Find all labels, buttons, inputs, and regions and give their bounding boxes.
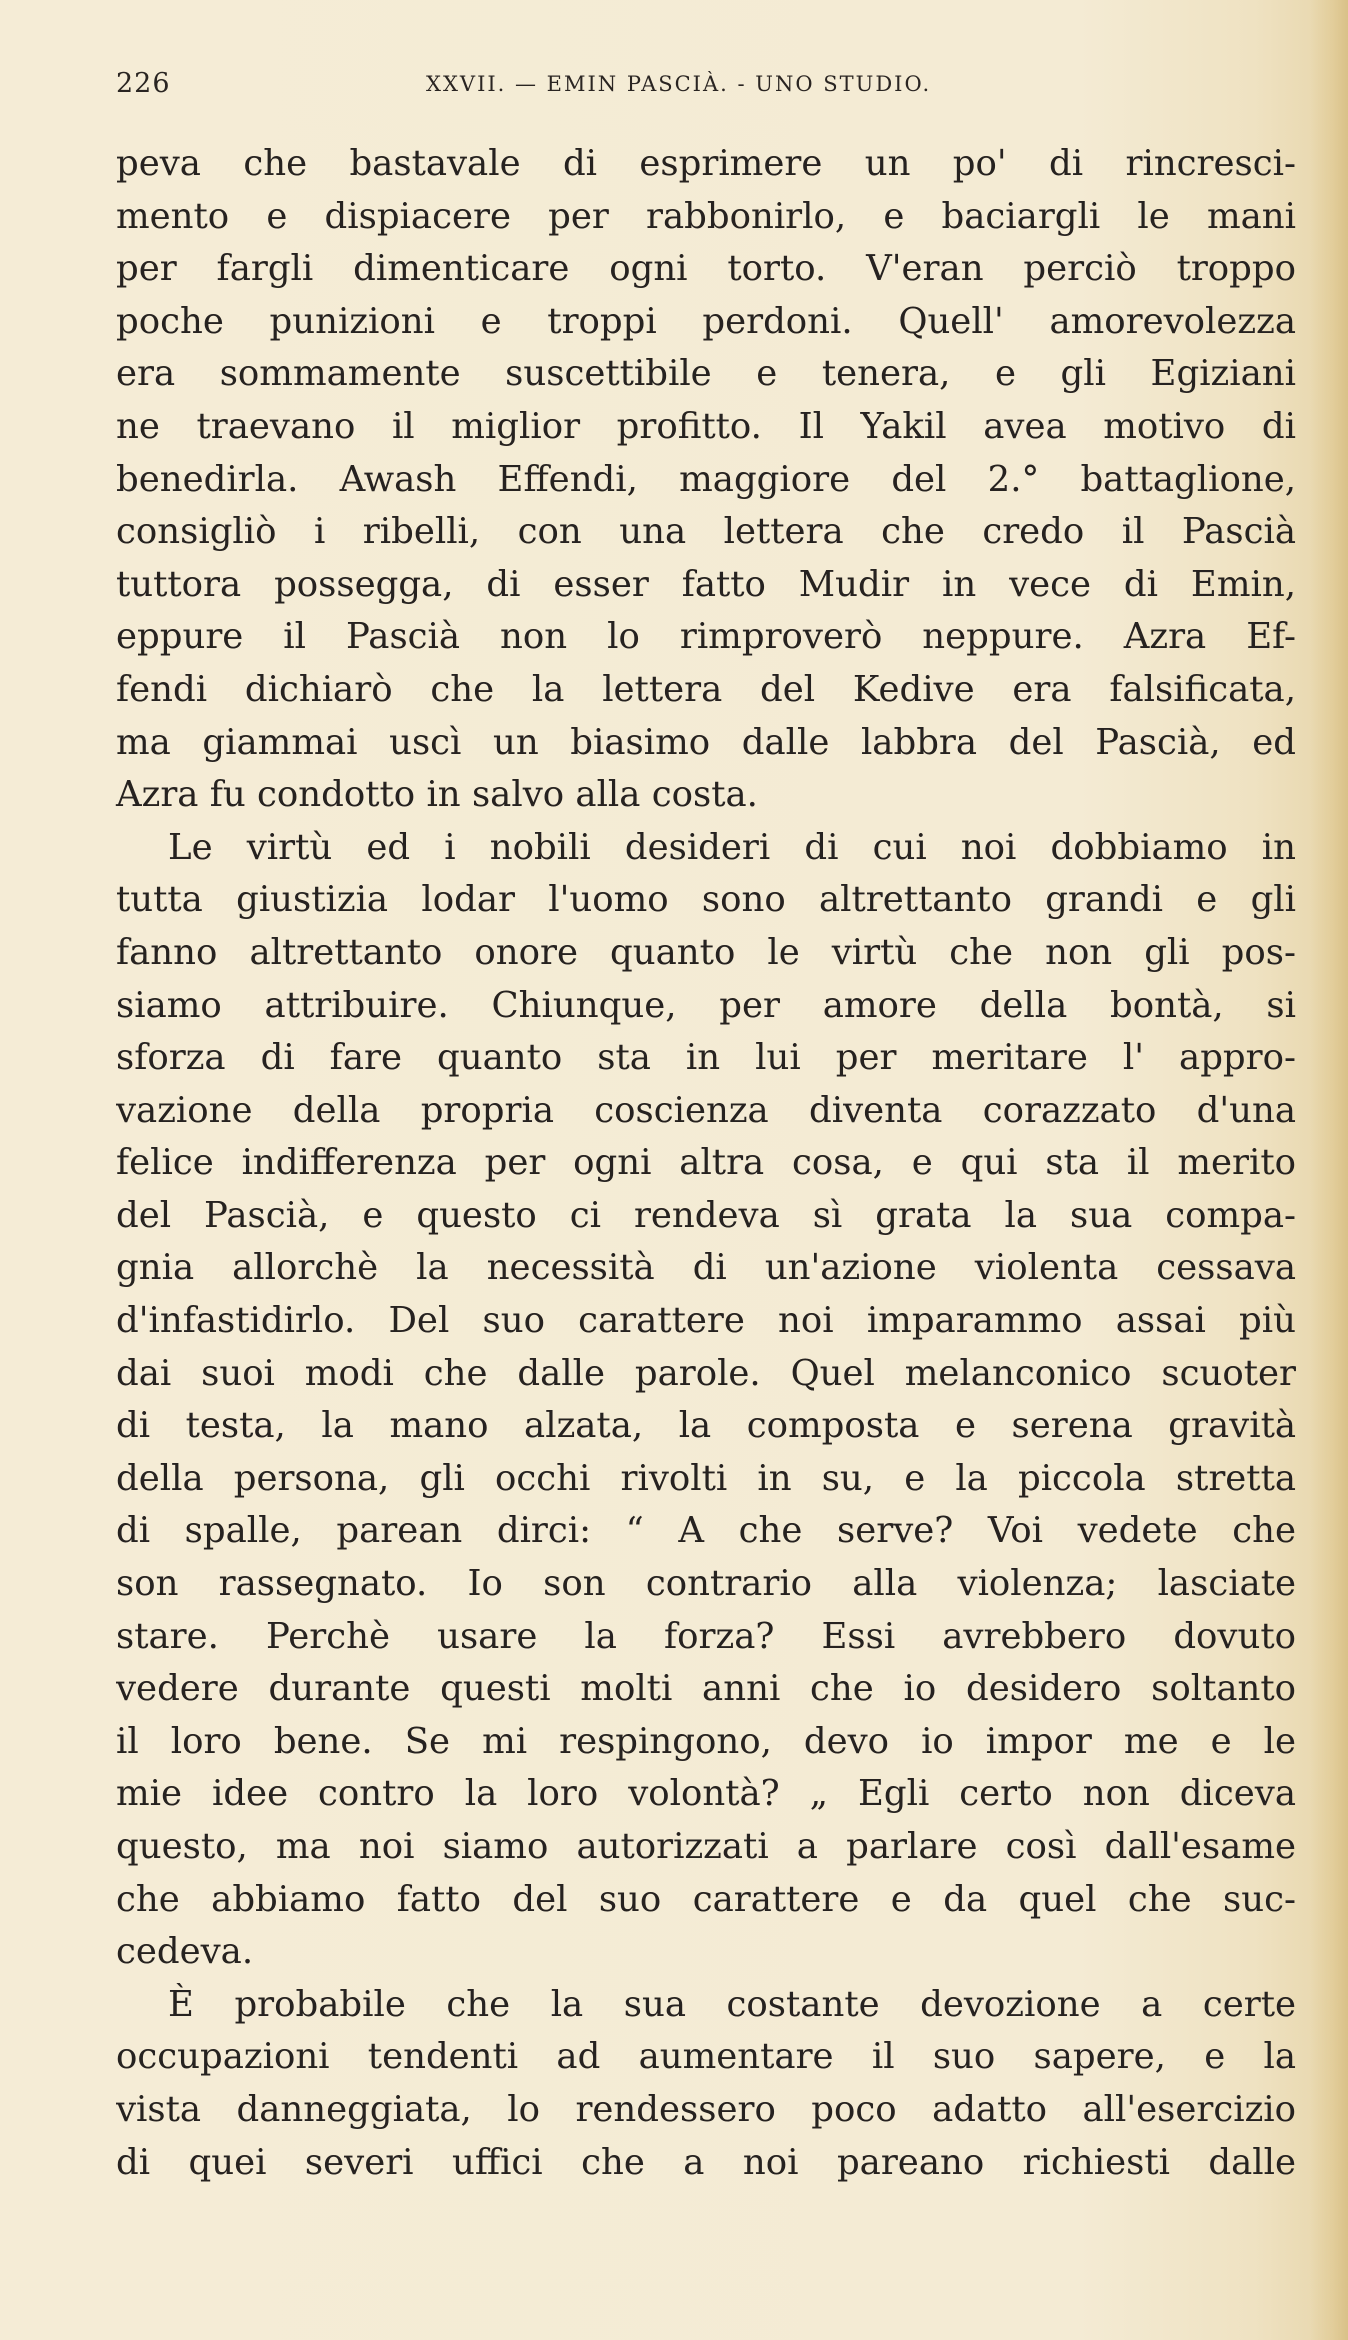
page-edge-shading xyxy=(1310,0,1348,2340)
text-line: mie idee contro la loro volontà? „ Egli certo non diceva xyxy=(116,1773,1296,1815)
text-line: della persona, gli occhi rivolti in su, e la piccola stretta xyxy=(116,1457,1296,1499)
text-line: vazione della propria coscienza diventa corazzato d'una xyxy=(116,1089,1296,1131)
text-line: il loro bene. Se mi respingono, devo io impor me e le xyxy=(116,1720,1296,1762)
text-line: di quei severi uffici che a noi pareano richiesti dalle xyxy=(116,2141,1296,2183)
text-line: sforza di fare quanto sta in lui per meritare l' appro- xyxy=(116,1037,1296,1079)
text-line: son rassegnato. Io son contrario alla violenza; lasciate xyxy=(116,1563,1296,1605)
text-line: consigliò i ribelli, con una lettera che credo il Pascià xyxy=(116,511,1296,553)
text-line: mento e dispiacere per rabbonirlo, e baciargli le mani xyxy=(116,195,1296,237)
text-line: È probabile che la sua costante devozione a certe xyxy=(168,1983,1296,2025)
text-line: stare. Perchè usare la forza? Essi avrebbero dovuto xyxy=(116,1615,1296,1657)
text-line: vista danneggiata, lo rendessero poco adatto all'esercizio xyxy=(116,2088,1296,2130)
text-line: Le virtù ed i nobili desideri di cui noi dobbiamo in xyxy=(168,826,1296,868)
text-line: tutta giustizia lodar l'uomo sono altrettanto grandi e gli xyxy=(116,879,1296,921)
text-line: fanno altrettanto onore quanto le virtù che non gli pos- xyxy=(116,931,1296,973)
text-line: occupazioni tendenti ad aumentare il suo sapere, e la xyxy=(116,2036,1296,2078)
text-line: era sommamente suscettibile e tenera, e gli Egiziani xyxy=(116,353,1296,395)
running-title: XXVII. — EMIN PASCIÀ. - UNO STUDIO. xyxy=(426,72,932,96)
text-line: che abbiamo fatto del suo carattere e da quel che suc- xyxy=(116,1878,1296,1920)
text-line: gnia allorchè la necessità di un'azione violenta cessava xyxy=(116,1247,1296,1289)
text-line: Azra fu condotto in salvo alla costa. xyxy=(116,774,758,816)
text-line: ne traevano il miglior profitto. Il Yakil avea motivo di xyxy=(116,405,1296,447)
text-line: poche punizioni e troppi perdoni. Quell' amorevolezza xyxy=(116,300,1296,342)
text-line: ma giammai uscì un biasimo dalle labbra del Pascià, ed xyxy=(116,721,1296,763)
text-line: questo, ma noi siamo autorizzati a parlare così dall'esame xyxy=(116,1826,1296,1867)
body-text xyxy=(116,138,1296,2189)
text-line: d'infastidirlo. Del suo carattere noi imparammo assai più xyxy=(116,1300,1296,1342)
text-line: eppure il Pascià non lo rimproverò neppure. Azra Ef- xyxy=(116,616,1296,658)
text-line: di spalle, parean dirci: “ A che serve? Voi vedete che xyxy=(116,1510,1296,1552)
text-line: vedere durante questi molti anni che io desidero soltanto xyxy=(116,1668,1296,1710)
text-line: fendi dichiarò che la lettera del Kedive era falsificata, xyxy=(116,668,1296,710)
text-line: dai suoi modi che dalle parole. Quel melanconico scuoter xyxy=(116,1352,1296,1394)
page-number: 226 xyxy=(116,68,171,99)
text-line: del Pascià, e questo ci rendeva sì grata la sua compa- xyxy=(116,1194,1296,1236)
text-line: peva che bastavale di esprimere un po' di rincresci- xyxy=(116,143,1296,184)
text-line: cedeva. xyxy=(116,1931,254,1973)
page-header xyxy=(116,68,1256,108)
text-line: di testa, la mano alzata, la composta e serena gravità xyxy=(116,1405,1296,1447)
text-line: felice indifferenza per ogni altra cosa, e qui sta il merito xyxy=(116,1142,1296,1184)
text-line: siamo attribuire. Chiunque, per amore della bontà, si xyxy=(116,984,1296,1026)
text-line: benedirla. Awash Effendi, maggiore del 2.° battaglione, xyxy=(116,458,1296,500)
text-line: tuttora possegga, di esser fatto Mudir in vece di Emin, xyxy=(116,563,1296,605)
text-line: per fargli dimenticare ogni torto. V'eran perciò troppo xyxy=(116,248,1296,290)
